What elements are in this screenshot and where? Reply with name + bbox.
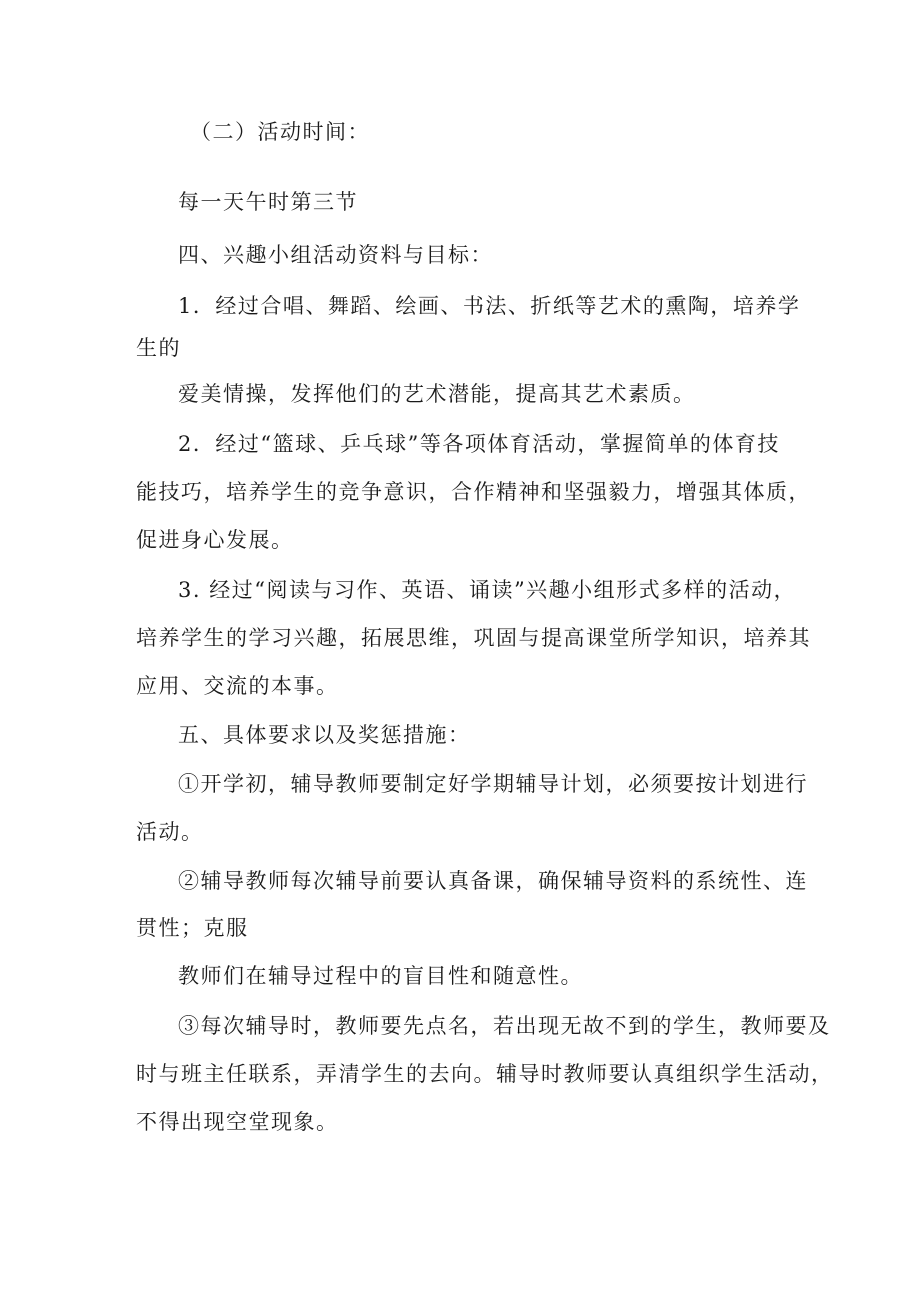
paragraph-line: 3. 经过“阅读与习作、英语、诵读”兴趣小组形式多样的活动， (178, 578, 797, 602)
paragraph-line: 1．经过合唱、舞蹈、绘画、书法、折纸等艺术的熏陶，培养学 (178, 294, 801, 318)
paragraph-line: 贯性；克服 (136, 916, 249, 940)
paragraph-line: 每一天午时第三节 (178, 190, 358, 214)
paragraph-line: 活动。 (136, 820, 204, 844)
section-heading-four: 四、兴趣小组活动资料与目标： (178, 243, 493, 267)
paragraph-line: ①开学初，辅导教师要制定好学期辅导计划，必须要按计划进行 (178, 772, 808, 796)
subheading-activity-time: （二）活动时间： (190, 120, 370, 144)
paragraph-line: 促进身心发展。 (136, 528, 294, 552)
paragraph-line: 爱美情操，发挥他们的艺术潜能，提高其艺术素质。 (178, 382, 696, 406)
paragraph-line: 教师们在辅导过程中的盲目性和随意性。 (178, 964, 583, 988)
paragraph-line: 应用、交流的本事。 (136, 674, 339, 698)
paragraph-line: 2．经过“篮球、乒乓球”等各项体育活动，掌握简单的体育技 (178, 432, 780, 456)
paragraph-line: 生的 (136, 336, 181, 360)
paragraph-line: 时与班主任联系，弄清学生的去向。辅导时教师要认真组织学生活动， (136, 1062, 834, 1086)
paragraph-line: ②辅导教师每次辅导前要认真备课，确保辅导资料的系统性、连 (178, 869, 808, 893)
paragraph-line: 培养学生的学习兴趣，拓展思维，巩固与提高课堂所学知识，培养其 (136, 626, 811, 650)
section-heading-five: 五、具体要求以及奖惩措施： (178, 723, 471, 747)
paragraph-line: 能技巧，培养学生的竞争意识，合作精神和坚强毅力，增强其体质， (136, 480, 811, 504)
paragraph-line: ③每次辅导时，教师要先点名，若出现无故不到的学生，教师要及 (178, 1014, 831, 1038)
paragraph-line: 不得出现空堂现象。 (136, 1110, 339, 1134)
